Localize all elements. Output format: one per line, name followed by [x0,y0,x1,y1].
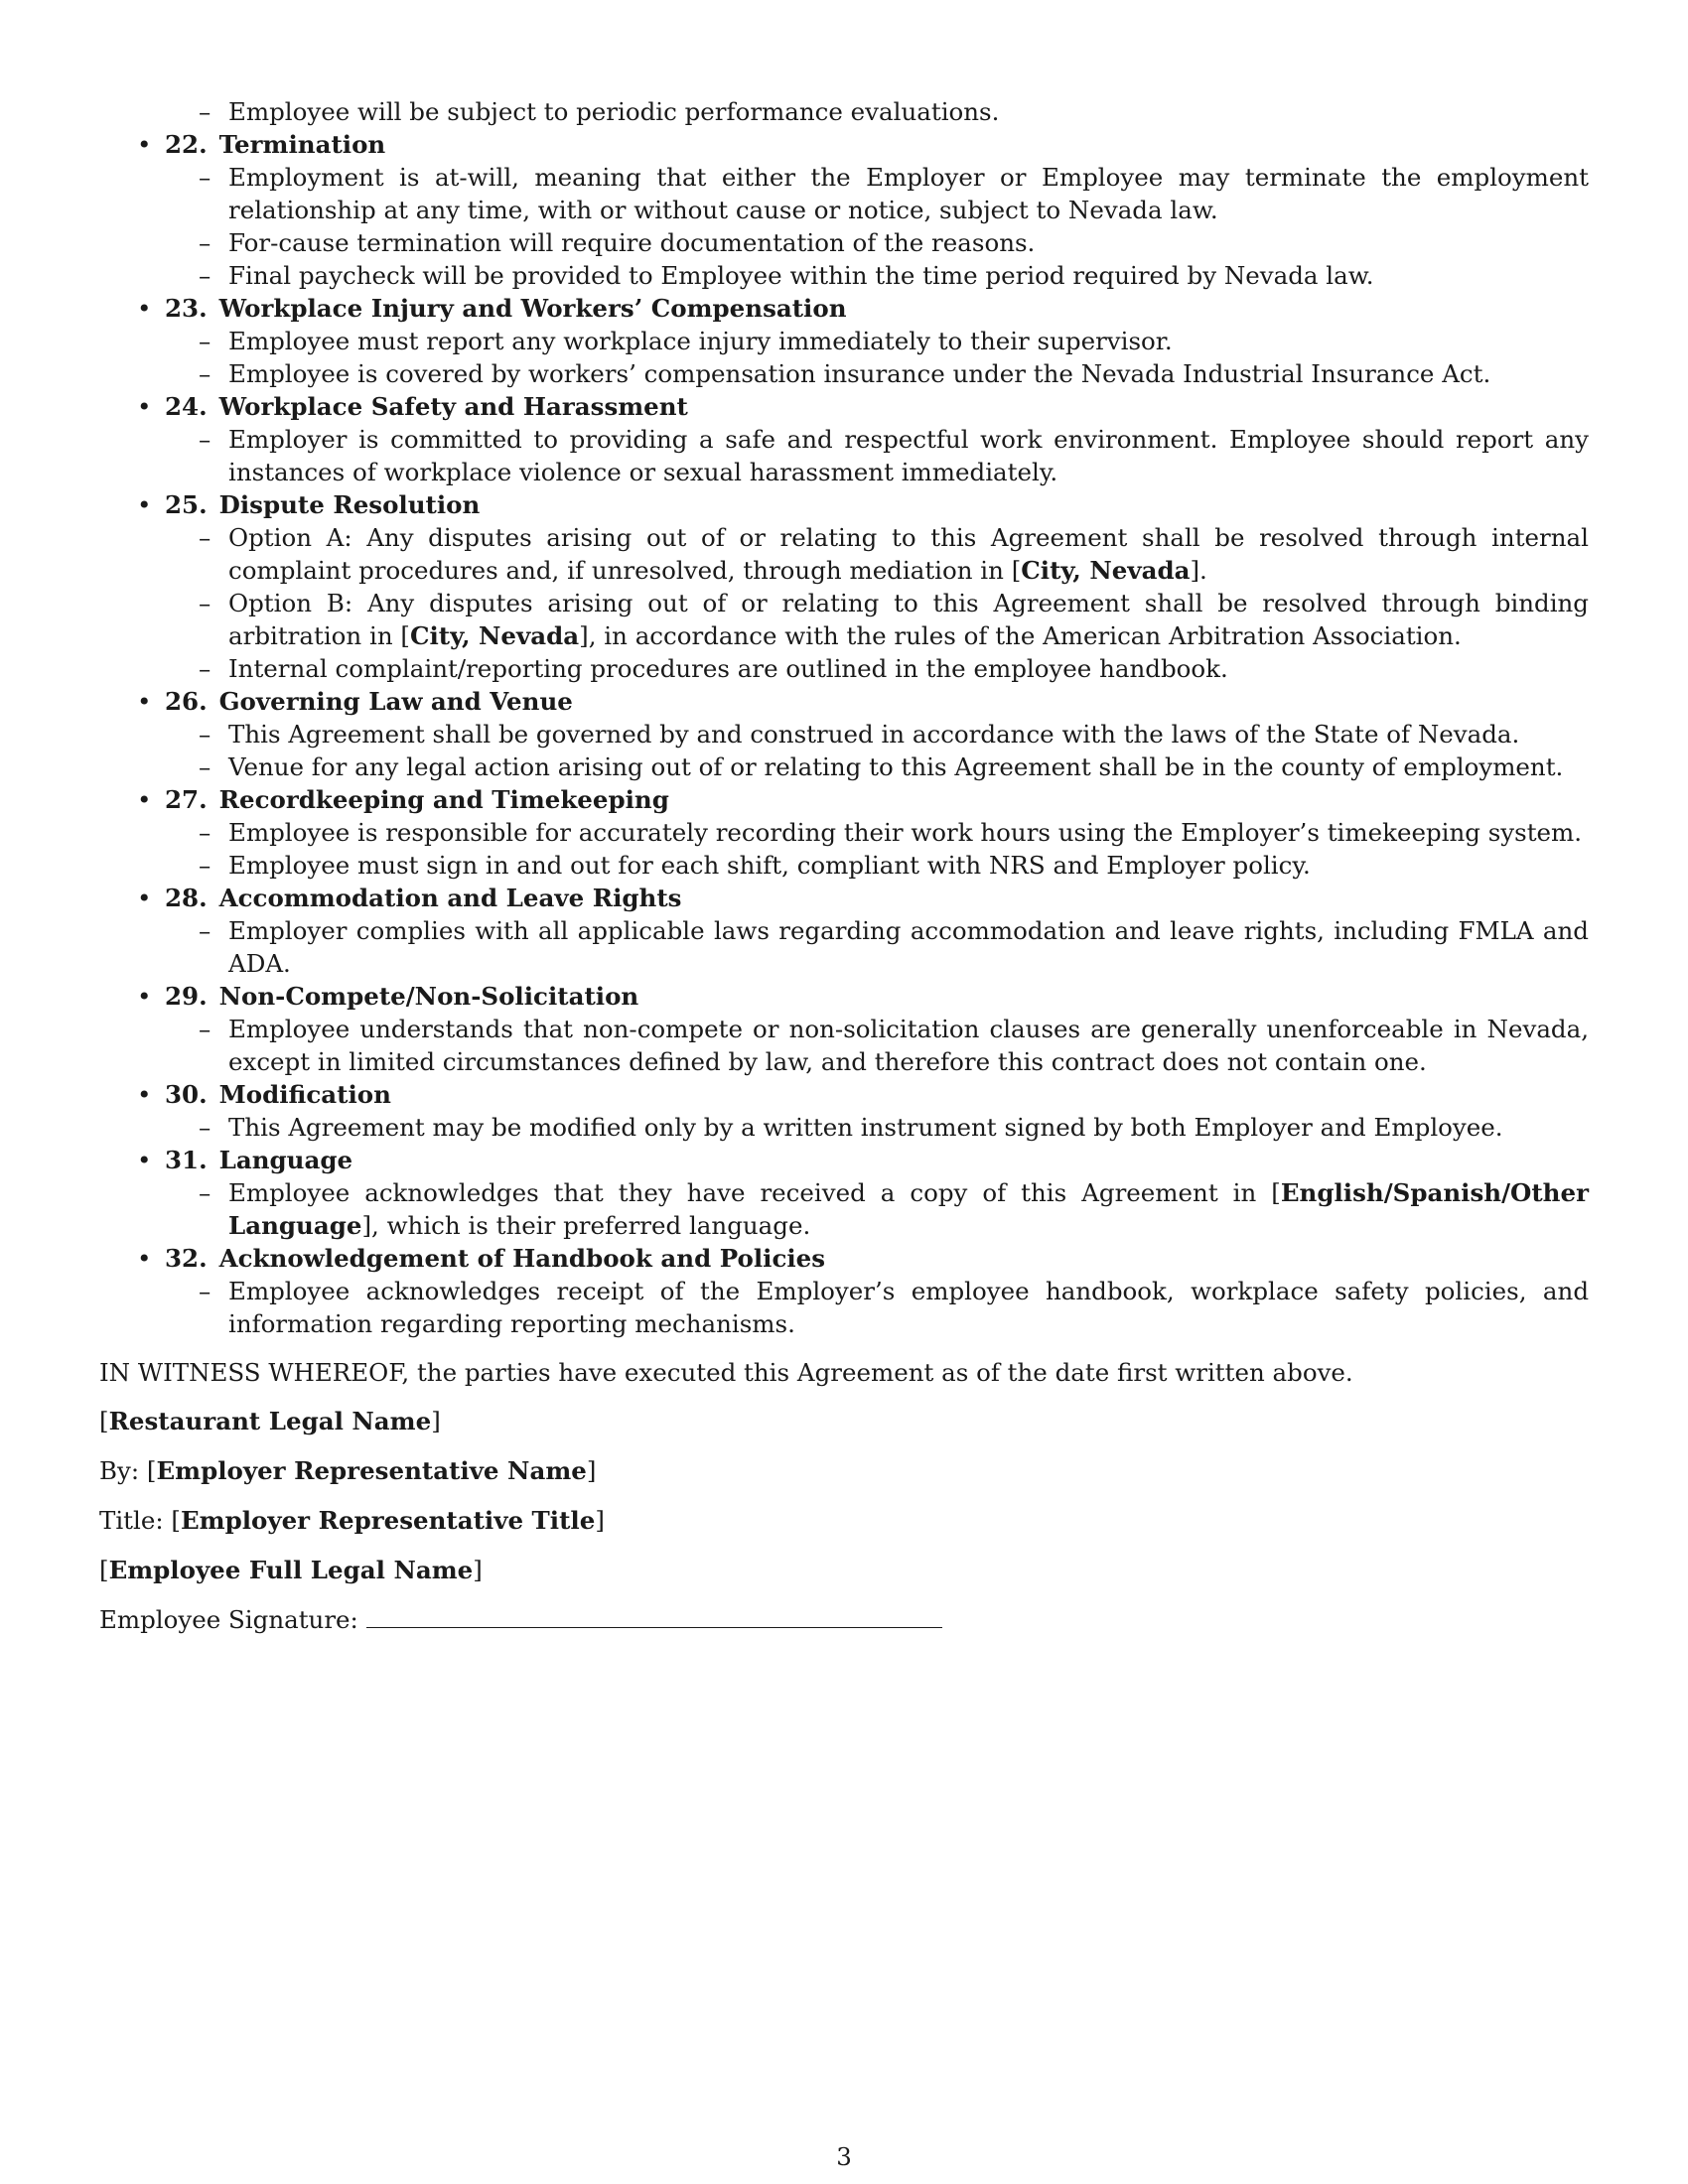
section-number: 24. [165,392,208,421]
dash-marker: – [199,228,211,257]
section-heading [99,390,1589,423]
section-heading [99,128,1589,161]
section-25 [99,488,1589,685]
section-title [165,1078,391,1111]
title-label: Title: [99,1506,164,1535]
sub-item-text [228,1275,1589,1340]
section-number: 28. [165,884,208,912]
section-number: 31. [165,1146,208,1174]
section-heading [99,488,1589,521]
section-title-text: Termination [218,130,386,159]
sub-item-text [228,816,1589,849]
dash-marker: – [199,359,211,388]
sub-item-text [228,259,1589,292]
employee-signature-label: Employee Signature: [99,1605,358,1634]
sub-item [99,259,1589,292]
signature-blank[interactable] [366,1603,942,1628]
section-heading [99,1144,1589,1176]
sub-item [99,816,1589,849]
section-title [165,390,688,423]
sub-item-text [228,521,1589,587]
section-31 [99,1144,1589,1242]
dash-marker: – [199,654,211,683]
section-title-text: Recordkeeping and Timekeeping [218,785,669,814]
sub-item-text [228,1013,1589,1078]
page-number: 3 [836,2142,852,2171]
section-heading [99,882,1589,914]
section-title [165,128,385,161]
section-heading [99,980,1589,1013]
section-title-text: Language [218,1146,353,1174]
sub-item-list [99,161,1589,292]
dash-marker: – [199,851,211,880]
text-run: Employer is committed to providing a safe and respectful work environment. Employee should report any instances of workplace violence or sexual harassment immediately. [228,425,1589,486]
text-run: ], which is their preferred language. [361,1211,811,1240]
sub-item [99,1111,1589,1144]
text-run: Employer complies with all applicable laws regarding accommodation and leave rights, including FMLA and ADA. [228,916,1589,978]
text-run: [ [1271,1178,1281,1207]
employee-name-placeholder: Employee Full Legal Name [108,1556,474,1584]
section-heading [99,783,1589,816]
section-number: 25. [165,490,208,519]
section-list [99,128,1589,1340]
sub-item [99,718,1589,751]
sub-item-text [228,849,1589,882]
section-number: 27. [165,785,208,814]
text-run: Option A: Any disputes arising out of or relating to this Agreement shall be resolved through internal complaint procedures and, if unresolved, through mediation in [228,523,1589,585]
sub-item [99,849,1589,882]
text-run: Employee acknowledges that they have received a copy of this Agreement in [228,1178,1272,1207]
bullet-marker: • [137,785,152,814]
dash-marker: – [199,163,211,192]
text-run: Final paycheck will be provided to Employee within the time period required by Nevada law. [228,261,1374,290]
document-page [99,95,1589,1636]
section-23 [99,292,1589,390]
section-title-text: Acknowledgement of Handbook and Policies [218,1244,826,1273]
sub-item-text [228,652,1589,685]
dash-marker: – [199,327,211,355]
sub-item-text: Employee will be subject to periodic performance evaluations. [228,97,1000,126]
dash-marker: – [199,818,211,847]
dash-marker: – [199,1113,211,1142]
text-run: For-cause termination will require documentation of the reasons. [228,228,1036,257]
open-bracket: [ [99,1556,109,1584]
text-run: Employment is at-will, meaning that either the Employer or Employee may terminate the employment relationship at any time, with or without cause or notice, subject to Nevada law. [228,163,1589,224]
section-number: 26. [165,687,208,716]
section-title-text: Governing Law and Venue [218,687,573,716]
close-bracket: ] [431,1407,441,1435]
section-28 [99,882,1589,980]
bullet-marker: • [137,392,152,421]
bullet-marker: • [137,982,152,1011]
sub-item-text [228,751,1589,783]
dash-marker: – [199,1015,211,1043]
sub-item [99,357,1589,390]
open-bracket: [ [171,1506,181,1535]
bullet-marker: • [137,490,152,519]
section-heading [99,685,1589,718]
section-heading [99,292,1589,325]
rep-title-placeholder: Employer Representative Title [180,1506,596,1535]
text-run: Employee must sign in and out for each shift, compliant with NRS and Employer policy. [228,851,1311,880]
text-run: This Agreement may be modified only by a written instrument signed by both Employer and Employee. [228,1113,1503,1142]
sub-item-text [228,423,1589,488]
sub-item [99,1013,1589,1078]
sub-item-text [228,718,1589,751]
section-title [165,292,847,325]
dash-marker: – [199,97,211,126]
restaurant-name-placeholder: Restaurant Legal Name [108,1407,432,1435]
dash-marker: – [199,720,211,749]
sub-item [99,1176,1589,1242]
bullet-marker: • [137,130,152,159]
dash-marker: – [199,1277,211,1305]
employee-signature-line [99,1603,1589,1636]
section-number: 22. [165,130,208,159]
placeholder-text: City, Nevada [409,621,580,650]
text-run: Employee is responsible for accurately recording their work hours using the Employer’s timekeeping system. [228,818,1583,847]
section-24 [99,390,1589,488]
sub-item-list [99,1111,1589,1144]
text-run: ], in accordance with the rules of the American Arbitration Association. [579,621,1462,650]
restaurant-name-line [99,1405,1589,1437]
sub-item-list [99,1176,1589,1242]
dash-marker: – [199,752,211,781]
text-run: Venue for any legal action arising out of or relating to this Agreement shall be in the county of employment. [228,752,1564,781]
rep-name-placeholder: Employer Representative Name [156,1456,587,1485]
bullet-marker: • [137,294,152,323]
sub-item [99,652,1589,685]
sub-item [99,751,1589,783]
sub-item-text [228,325,1589,357]
sub-item-list [99,816,1589,882]
section-title [165,1144,352,1176]
section-32 [99,1242,1589,1340]
bullet-marker: • [137,1146,152,1174]
by-line [99,1454,1589,1487]
sub-item [99,325,1589,357]
dash-marker: – [199,916,211,945]
section-27 [99,783,1589,882]
sub-item-list [99,1013,1589,1078]
sub-item-text [228,161,1589,226]
bullet-marker: • [137,1080,152,1109]
sub-item [99,161,1589,226]
sub-item-list [99,718,1589,783]
bullet-marker: • [137,687,152,716]
section-heading [99,1078,1589,1111]
section-title-text: Accommodation and Leave Rights [218,884,682,912]
bullet-marker: • [137,884,152,912]
sub-item-list [99,423,1589,488]
placeholder-text: English/Spanish/Other Language [228,1178,1589,1240]
by-label: By: [99,1456,140,1485]
text-run: Employee understands that non-compete or non-solicitation clauses are generally unenforceable in Nevada, except in limited circumstances defined by law, and therefore this contract does not contain one. [228,1015,1589,1076]
section-title [165,488,480,521]
sub-item [99,914,1589,980]
section-30 [99,1078,1589,1144]
section-heading [99,1242,1589,1275]
sub-item-list [99,914,1589,980]
dash-marker: – [199,1178,211,1207]
section-number: 32. [165,1244,208,1273]
sub-item-text [228,587,1589,652]
sub-item-text [228,226,1589,259]
text-run: Internal complaint/reporting procedures are outlined in the employee handbook. [228,654,1228,683]
close-bracket: ] [595,1506,605,1535]
section-number: 23. [165,294,208,323]
section-title [165,882,681,914]
text-run: This Agreement shall be governed by and construed in accordance with the laws of the State of Nevada. [228,720,1520,749]
section-title-text: Non-Compete/Non-Solicitation [218,982,639,1011]
section-title [165,980,638,1013]
section-title-text: Workplace Injury and Workers’ Compensation [218,294,847,323]
section-number: 30. [165,1080,208,1109]
sub-item-list [99,1275,1589,1340]
sub-item [99,226,1589,259]
orphan-sub-item [99,95,1589,128]
sub-item [99,521,1589,587]
section-26 [99,685,1589,783]
sub-item [99,587,1589,652]
dash-marker: – [199,261,211,290]
section-number: 29. [165,982,208,1011]
section-22 [99,128,1589,292]
employee-name-line [99,1554,1589,1586]
text-run: [ [400,621,410,650]
section-title-text: Dispute Resolution [218,490,481,519]
dash-marker: – [199,523,211,552]
section-title-text: Workplace Safety and Harassment [218,392,688,421]
text-run: Option B: Any disputes arising out of or relating to this Agreement shall be resolved through binding arbitration in [228,589,1589,650]
text-run: Employee is covered by workers’ compensation insurance under the Nevada Industrial Insurance Act. [228,359,1491,388]
text-run: ]. [1190,556,1207,585]
sub-item-list [99,325,1589,390]
placeholder-text: City, Nevada [1021,556,1191,585]
open-bracket: [ [99,1407,109,1435]
bullet-marker: • [137,1244,152,1273]
close-bracket: ] [586,1456,597,1485]
open-bracket: [ [146,1456,157,1485]
sub-item-text [228,1176,1589,1242]
text-run: Employee must report any workplace injury immediately to their supervisor. [228,327,1173,355]
text-run: Employee acknowledges receipt of the Employer’s employee handbook, workplace safety policies, and information regarding reporting mechanisms. [228,1277,1589,1338]
section-title [165,783,669,816]
section-title-text: Modification [218,1080,391,1109]
dash-marker: – [199,425,211,454]
sub-item-text [228,1111,1589,1144]
section-29 [99,980,1589,1078]
close-bracket: ] [473,1556,483,1584]
sub-item-text [228,357,1589,390]
sub-item-list [99,521,1589,685]
title-line [99,1504,1589,1537]
text-run: [ [1011,556,1022,585]
sub-item-text [228,914,1589,980]
section-title [165,685,573,718]
dash-marker: – [199,589,211,617]
witness-clause: IN WITNESS WHEREOF, the parties have executed this Agreement as of the date first written above. [99,1358,1353,1387]
section-title [165,1242,825,1275]
sub-item [99,1275,1589,1340]
sub-item [99,423,1589,488]
